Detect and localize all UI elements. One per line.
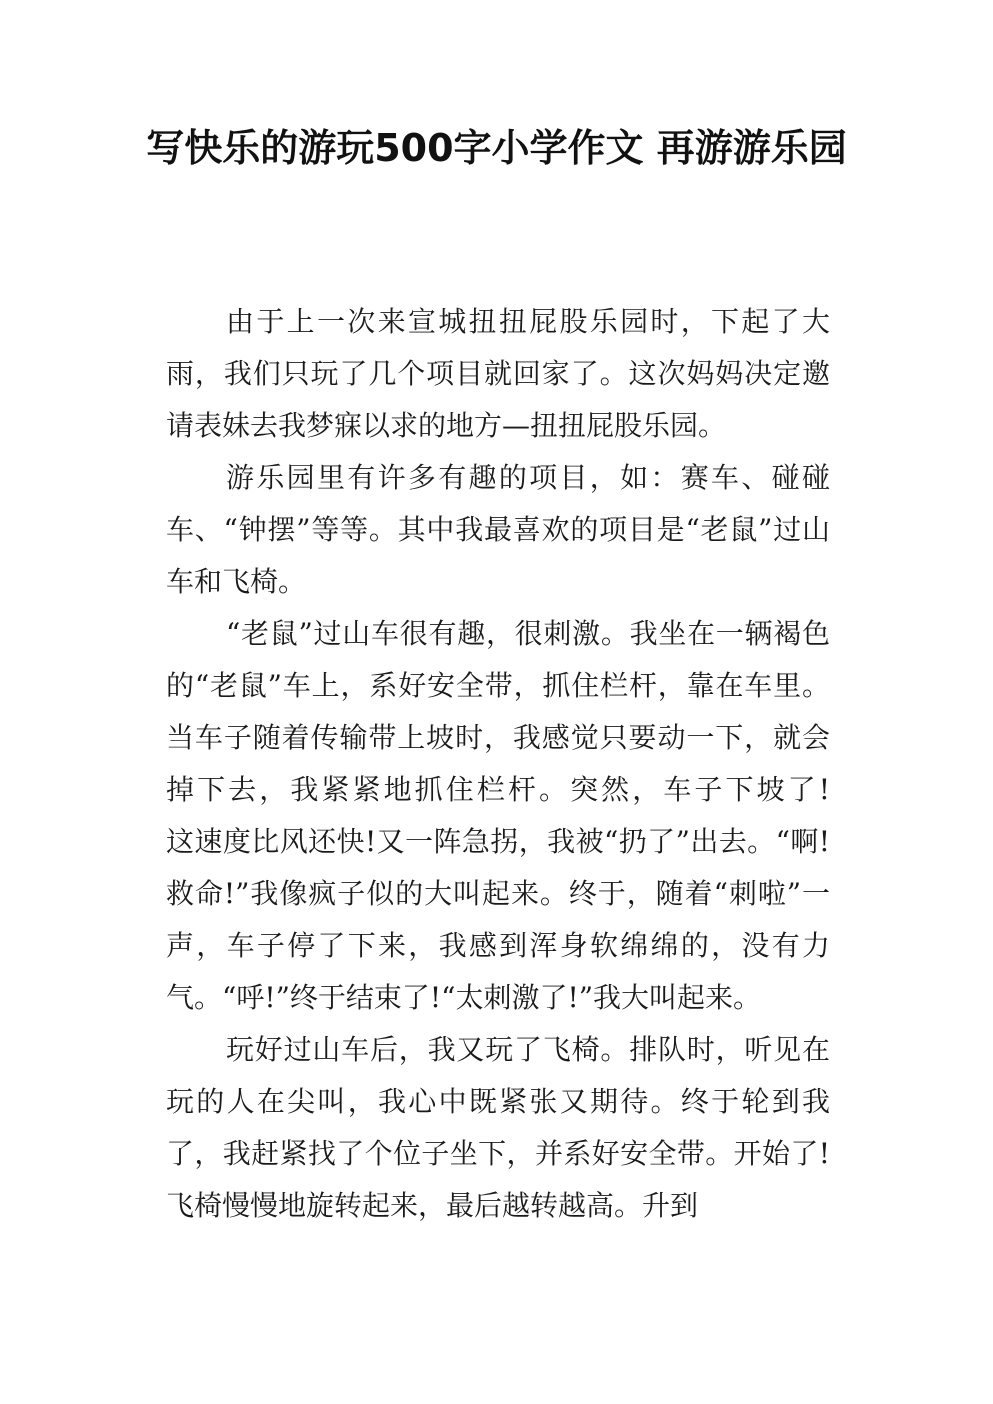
paragraph-3: “老鼠”过山车很有趣，很刺激。我坐在一辆褐色的“老鼠”车上，系好安全带，抓住栏杆，靠在车里。当车子随着传输带上坡时，我感觉只要动一下，就会掉下去，我紧紧地抓住栏杆。突然，车子下坡了! 这速度比风还快!又一阵急拐，我被“扔了”出去。“啊!救命!”我像疯子似的大叫起来。终于，随着“刺啦”一声，车子停了下来，我感到浑身软绵绵的，没有力气。“呼!”终于结束了!“太刺激了!”我大叫起来。 bbox=[166, 617, 887, 1014]
paragraph-1: 由于上一次来宣城扭扭屁股乐园时，下起了大雨，我们只玩了几个项目就回家了。这次妈妈决定邀请表妹去我梦寐以求的地方—扭扭屁股乐园。 bbox=[166, 305, 830, 442]
paragraph-4: 玩好过山车后，我又玩了飞椅。排队时，听见在玩的人在尖叫，我心中既紧张又期待。终于轮到我了，我赶紧找了个位子坐下，并系好安全带。开始了!飞椅慢慢地旋转起来，最后越转越高。升到 bbox=[166, 1033, 830, 1222]
paragraph-2: 游乐园里有许多有趣的项目，如：赛车、碰碰车、“钟摆”等等。其中我最喜欢的项目是“老鼠”过山车和飞椅。 bbox=[166, 461, 830, 598]
document-body bbox=[166, 296, 887, 1232]
document-title: 写快乐的游玩500字小学作文 再游游乐园 bbox=[146, 126, 847, 170]
